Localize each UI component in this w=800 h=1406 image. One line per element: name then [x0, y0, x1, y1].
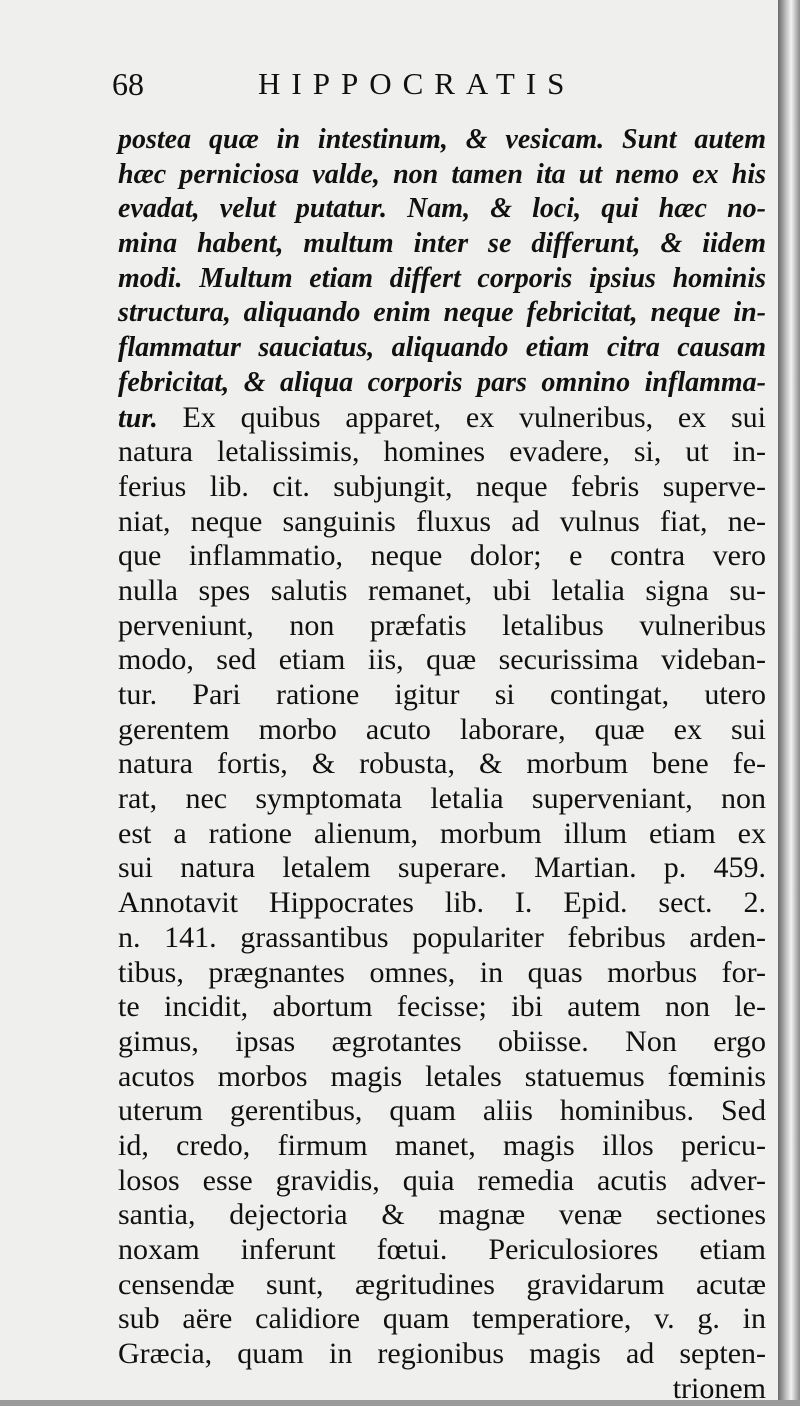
text-line: perveniunt, non præfatis letalibus vulneribus	[118, 608, 766, 642]
text-line: Annotavit Hippocrates lib. I. Epid. sect. 2.	[118, 886, 766, 920]
text-line: sui natura letalem superare. Martian. p. 459.	[118, 851, 766, 885]
text-line: gimus, ipsas ægrotantes obiisse. Non ergo	[118, 1024, 766, 1058]
text-line: n. 141. grassantibus populariter febribus arden-	[118, 920, 766, 954]
text-line: id, credo, firmum manet, magis illos pericu-	[118, 1128, 766, 1162]
text-line: que inflammatio, neque dolor; e contra vero	[118, 539, 766, 573]
text-line: modi. Multum etiam differt corporis ipsius hominis	[118, 262, 766, 294]
text-line: febricitat, & aliqua corporis pars omnino inflamma-	[118, 366, 766, 398]
text-line: uterum gerentibus, quam aliis hominibus. Sed	[118, 1094, 766, 1128]
running-head: HIPPOCRATIS	[258, 66, 576, 101]
text-line: noxam inferunt fœtui. Periculosiores etiam	[118, 1233, 766, 1266]
text-line	[118, 401, 766, 436]
text-line: gerentem morbo acuto laborare, quæ ex sui	[118, 712, 766, 746]
text-line: postea quæ in intestinum, & vesicam. Sunt autem	[118, 124, 766, 155]
text-line: evadat, velut putatur. Nam, & loci, qui hæc no-	[118, 193, 766, 225]
body-text	[118, 123, 766, 1406]
roman-segment: Ex quibus apparet, ex vulneribus, ex sui	[157, 400, 766, 434]
text-line: niat, neque sanguinis fluxus ad vulnus fiat, ne-	[118, 504, 766, 538]
text-line: santia, dejectoria & magnæ venæ sectiones	[118, 1198, 766, 1232]
page-binding-edge	[778, 0, 800, 1400]
text-line: ferius lib. cit. subjungit, neque febris superve-	[118, 469, 766, 503]
text-line: nulla spes salutis remanet, ubi letalia signa su-	[118, 573, 766, 607]
text-line: mina habent, multum inter se differunt, & iidem	[118, 228, 766, 260]
page-number: 68	[112, 66, 144, 102]
text-line: flammatur sauciatus, aliquando etiam citra causam	[118, 332, 766, 364]
text-line: modo, sed etiam iis, quæ securissima videban-	[118, 643, 766, 677]
page-header	[112, 66, 592, 110]
text-line: trionem	[672, 1371, 766, 1405]
text-line: rat, nec symptomata letalia superveniant, non	[118, 782, 766, 816]
text-line: acutos morbos magis letales statuemus fœminis	[118, 1059, 766, 1093]
text-line: te incidit, abortum fecisse; ibi autem non le-	[118, 990, 766, 1024]
text-line: est a ratione alienum, morbum illum etiam ex	[118, 816, 766, 850]
text-line: natura letalissimis, homines evadere, si, ut in-	[118, 435, 766, 469]
text-line: structura, aliquando enim neque febricitat, neque in-	[118, 297, 766, 329]
text-line: losos esse gravidis, quia remedia acutis adver-	[118, 1163, 766, 1197]
text-line: natura fortis, & robusta, & morbum bene fe-	[118, 747, 766, 781]
text-line: Græcia, quam in regionibus magis ad septen-	[118, 1337, 766, 1371]
text-line: tur. Pari ratione igitur si contingat, utero	[118, 678, 766, 711]
text-line: sub aëre calidiore quam temperatiore, v. g. in	[118, 1302, 766, 1336]
text-line: hæc perniciosa valde, non tamen ita ut nemo ex his	[118, 158, 766, 190]
text-line: censendæ sunt, ægritudines gravidarum acutæ	[118, 1267, 766, 1301]
text-line: tibus, prægnantes omnes, in quas morbus for-	[118, 955, 766, 989]
italic-segment: tur.	[118, 402, 158, 434]
